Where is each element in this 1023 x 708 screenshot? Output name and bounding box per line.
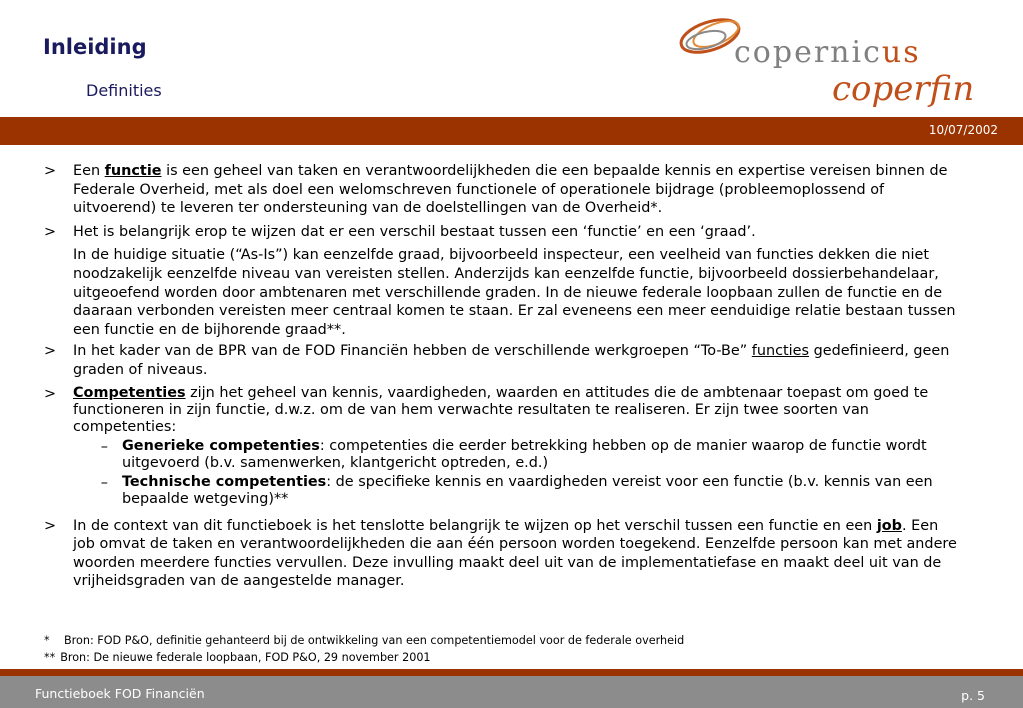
bullet-marker: > <box>44 517 57 534</box>
term-job: job <box>876 517 902 534</box>
term-functies: functies <box>751 343 809 360</box>
sub-technische: – Technische competenties: de specifieke kennis en vaardigheden vereist voor een functie (b.v. kennis van een bepaalde wetgeving)** <box>73 474 964 508</box>
footer-title: Functieboek FOD Financiën <box>35 686 205 701</box>
bullet-marker: > <box>44 385 57 402</box>
term-technische: Technische competenties <box>122 473 327 490</box>
bullet-marker: > <box>44 223 57 240</box>
logo-copernicus-text: copernicus <box>734 35 921 70</box>
page-title: Inleiding <box>43 35 147 59</box>
sub-generieke: – Generieke competenties: competenties die eerder betrekking hebben op de manier waarop de functie wordt uitgevoerd (b.v. samenwerken, klantgericht optreden, e.d.) <box>73 438 964 472</box>
dash-marker: – <box>100 474 108 491</box>
main-content <box>44 162 964 596</box>
term-competenties: Competenties <box>73 384 186 401</box>
footnote-1: * Bron: FOD P&O, definitie gehanteerd bij de ontwikkeling van een competentiemodel voor de federale overheid <box>44 634 685 647</box>
swirl-icon <box>677 13 743 58</box>
bullet-competenties: > Competenties zijn het geheel van kennis, vaardigheden, waarden en attitudes die de ambtenaar toepast om goed te functioneren in zijn functie, d.w.z. om de van hem verwachte resultaten te realiseren. Er zijn twee soorten van competenties: <box>44 384 929 435</box>
header-band <box>0 117 1023 145</box>
term-generieke: Generieke competenties <box>122 437 320 454</box>
bullet-marker: > <box>44 163 57 179</box>
bullet-functie: > Een functie is een geheel van taken en verantwoordelijkheden die een bepaalde kennis en expertise vereisen binnen de Federale Overheid, met als doel een welomschreven functionele of operationele bijdrage (probleemoplossend of uitvoerend) te leveren ter ondersteuning van de doelstellingen van de Overheid*. <box>44 163 948 217</box>
page-subtitle: Definities <box>86 81 162 100</box>
bullet-bpr: > In het kader van de BPR van de FOD Financiën hebben de verschillende werkgroepen “To-Be” functies gedefinieerd, geen graden of niveaus. <box>44 343 950 378</box>
footer-line <box>0 669 1023 676</box>
logo-coperfin-text: coperfin <box>832 69 975 109</box>
date-label: 10/07/2002 <box>928 123 998 137</box>
page-number: p. 5 <box>961 688 985 703</box>
footnotes <box>44 632 684 666</box>
bullet-marker: > <box>44 343 57 360</box>
bullet-verschil: > Het is belangrijk erop te wijzen dat er een verschil bestaat tussen een ‘functie’ en een ‘graad’. <box>44 223 756 240</box>
term-functie: functie <box>104 163 162 179</box>
dash-marker: – <box>100 438 108 455</box>
paragraph-as-is: In de huidige situatie (“As-Is”) kan eenzelfde graad, bijvoorbeeld inspecteur, een veelheid van functies dekken die niet noodzakelijk eenzelfde niveau van vereisten stellen. Anderzijds kan eenzelfde functie, bijvoorbeeld dossierbehandelaar, uitgeoefend worden door ambtenaren met verschillende graden. In de nieuwe federale loopbaan zullen de functie en de daaraan verbonden vereisten meer centraal komen te staan. Er zal eveneens een meer eenduidige relatie bestaan tussen een functie en de bijhorende graad**. <box>73 247 956 338</box>
bullet-job: > In de context van dit functieboek is het tenslotte belangrijk te wijzen op het verschil tussen een functie en een job. Een job omvat de taken en verantwoordelijkheden die aan één persoon worden toegekend. Eenzelfde persoon kan met andere woorden meerdere functies vervullen. Deze invulling maakt deel uit van de implementatiefase en maakt deel uit van de vrijheidsgraden van de aangestelde manager. <box>44 517 957 590</box>
footnote-2: ** Bron: De nieuwe federale loopbaan, FOD P&O, 29 november 2001 <box>44 651 431 664</box>
copernicus-coperfin-logo <box>672 8 1012 116</box>
